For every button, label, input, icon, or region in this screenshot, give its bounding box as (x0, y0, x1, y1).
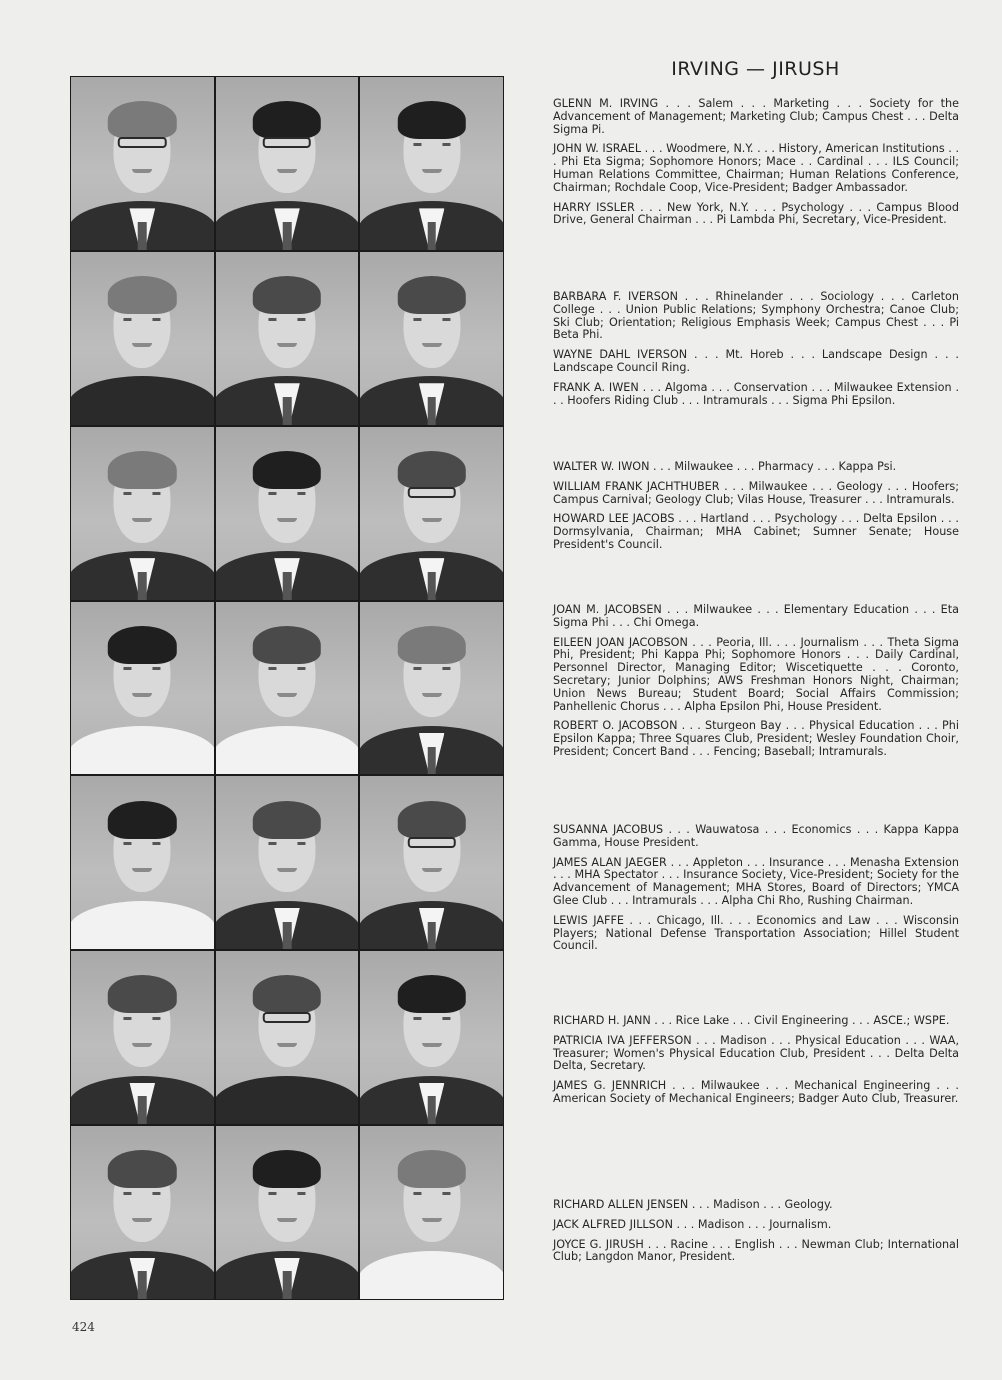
portrait-photo (216, 1126, 359, 1299)
student-entry: BARBARA F. IVERSON . . . Rhinelander . . . Sociology . . . Carleton College . . . Union Public Relations; Symphony Orchestra; Canoe Club; Ski Club; Orientation; Religious Emphasis Week; Campus Chest . . . Pi Beta Phi. (553, 290, 959, 342)
portrait-photo (71, 427, 214, 600)
portrait-photo (360, 427, 503, 600)
entry-group (553, 461, 959, 559)
portrait-photo (216, 77, 359, 250)
student-entry: PATRICIA IVA JEFFERSON . . . Madison . . . Physical Education . . . WAA, Treasurer; Women's Physical Education Club, President . . . Delta Delta Delta, Secretary. (553, 1033, 959, 1073)
portrait-photo (71, 252, 214, 425)
entry-group (553, 1199, 959, 1271)
portrait-photo (216, 602, 359, 775)
student-entry: JOHN W. ISRAEL . . . Woodmere, N.Y. . . . History, American Institutions . . . Phi Eta Sigma; Sophomore Honors; Mace . . Cardinal . . . ILS Council; Human Relations Committee, Chairman; Human Relations Conference, Chairman; Rochdale Coop, Vice-President; Badger Ambassador. (553, 142, 959, 194)
student-entry: JOYCE G. JIRUSH . . . Racine . . . English . . . Newman Club; International Club; Langdon Manor, President. (553, 1237, 959, 1264)
portrait-photo (71, 776, 214, 949)
page-title: IRVING — JIRUSH (671, 58, 840, 80)
portrait-photo (216, 776, 359, 949)
student-entry: SUSANNA JACOBUS . . . Wauwatosa . . . Economics . . . Kappa Kappa Gamma, House President. (553, 823, 959, 849)
portrait-photo (216, 951, 359, 1124)
portrait-photo (360, 252, 503, 425)
student-entry: LEWIS JAFFE . . . Chicago, Ill. . . . Economics and Law . . . Wisconsin Players; National Defense Transportation Association; Hillel Student Council. (553, 913, 959, 953)
student-entry: RICHARD H. JANN . . . Rice Lake . . . Civil Engineering . . . ASCE.; WSPE. (553, 1014, 950, 1027)
student-entry: GLENN M. IRVING . . . Salem . . . Marketing . . . Society for the Advancement of Management; Marketing Club; Campus Chest . . . Delta Sigma Pi. (553, 97, 959, 136)
portrait-photo (71, 1126, 214, 1299)
entry-group (553, 1015, 959, 1113)
entry-group (553, 604, 959, 766)
student-entry: RICHARD ALLEN JENSEN . . . Madison . . . Geology. (553, 1198, 833, 1211)
student-entry: ROBERT O. JACOBSON . . . Sturgeon Bay . . . Physical Education . . . Phi Epsilon Kappa; Three Squares Club, President; Wesley Foundation Choir, President; Concert Band . . . Fencing; Baseball; Intramurals. (553, 719, 959, 758)
student-entry: WALTER W. IWON . . . Milwaukee . . . Pharmacy . . . Kappa Psi. (553, 460, 897, 473)
student-entry: EILEEN JOAN JACOBSON . . . Peoria, Ill. . . . Journalism . . . Theta Sigma Phi, President; Phi Kappa Phi; Sophomore Honors . . . Daily Cardinal, Personnel Director, Managing Editor; Wiscetiquette . . . Coronto, Secretary; Junior Dolphins; AWS Freshman Honors Night, Chairman; Union News Bureau; Student Board; Social Affairs Commission; Panhellenic Chorus . . . Alpha Epsilon Phi, House President. (553, 635, 959, 713)
portrait-photo (360, 602, 503, 775)
entry-group (553, 98, 959, 234)
portrait-photo (360, 951, 503, 1124)
student-entry: JACK ALFRED JILLSON . . . Madison . . . Journalism. (553, 1217, 832, 1231)
student-entry: JAMES G. JENNRICH . . . Milwaukee . . . Mechanical Engineering . . . American Society of Mechanical Engineers; Badger Auto Club, Treasurer. (553, 1079, 959, 1105)
portrait-grid (70, 76, 504, 1300)
entry-group (553, 824, 959, 960)
student-entry: JAMES ALAN JAEGER . . . Appleton . . . Insurance . . . Menasha Extension . . . MHA Spectator . . . Insurance Society, Vice-President; Society for the Advancement of Management; MHA Stores, Board of Directors; YMCA Glee Club . . . Intramurals . . . Alpha Chi Rho, Rushing Chairman. (553, 855, 959, 907)
page-number: 424 (72, 1320, 95, 1334)
student-entry: FRANK A. IWEN . . . Algoma . . . Conservation . . . Milwaukee Extension . . . Hoofers Riding Club . . . Intramurals . . . Sigma Phi Epsilon. (553, 380, 959, 407)
student-entry: JOAN M. JACOBSEN . . . Milwaukee . . . Elementary Education . . . Eta Sigma Phi . . . Chi Omega. (553, 603, 959, 629)
student-entry: WAYNE DAHL IVERSON . . . Mt. Horeb . . . Landscape Design . . . Landscape Council Ring. (553, 348, 959, 374)
portrait-photo (71, 602, 214, 775)
portrait-photo (71, 77, 214, 250)
student-entry: WILLIAM FRANK JACHTHUBER . . . Milwaukee . . . Geology . . . Hoofers; Campus Carnival; Geology Club; Vilas House, Treasurer . . . Intramurals. (553, 479, 959, 506)
entry-group (553, 291, 959, 414)
portrait-photo (71, 951, 214, 1124)
student-entry: HOWARD LEE JACOBS . . . Hartland . . . Psychology . . . Delta Epsilon . . . Dormsylvania, Chairman; MHA Cabinet; Sumner Senate; House President's Council. (553, 512, 959, 551)
portrait-photo (216, 427, 359, 600)
student-entry: HARRY ISSLER . . . New York, N.Y. . . . Psychology . . . Campus Blood Drive, General Chairman . . . Pi Lambda Phi, Secretary, Vice-President. (553, 200, 959, 227)
portrait-photo (360, 77, 503, 250)
portrait-photo (360, 1126, 503, 1299)
portrait-photo (360, 776, 503, 949)
portrait-photo (216, 252, 359, 425)
